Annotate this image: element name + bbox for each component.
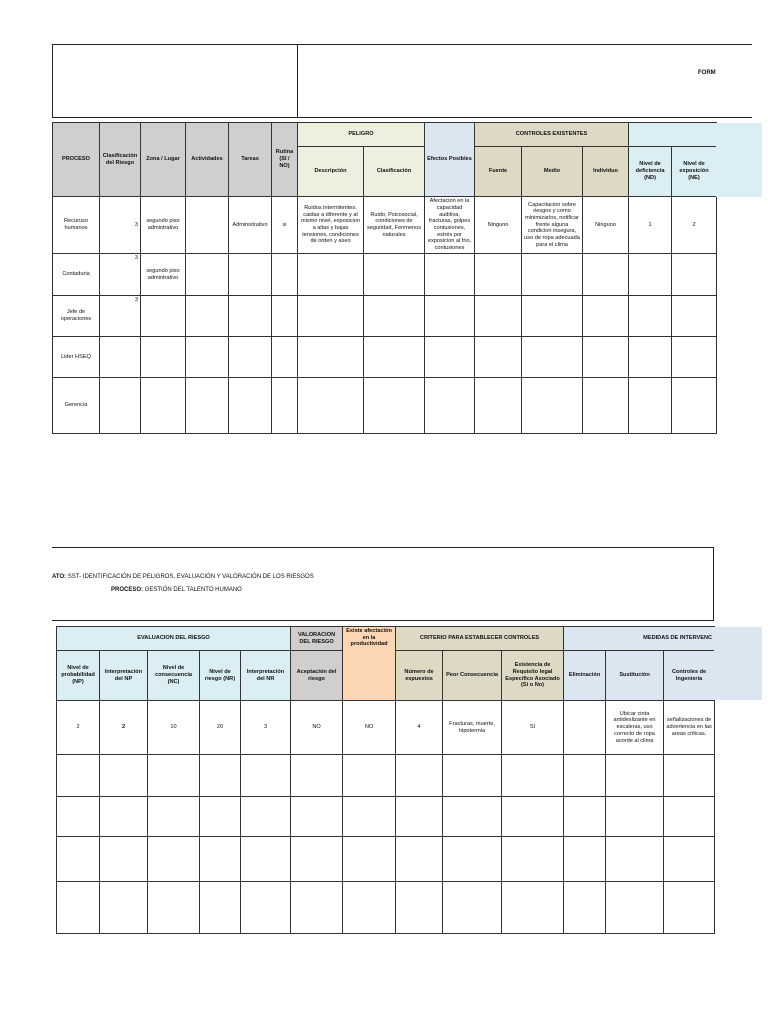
cell-zona — [141, 296, 186, 337]
cell-clasificacion-riesgo: 3 — [100, 296, 141, 337]
cell-np: 2 — [57, 701, 100, 755]
table-row — [57, 701, 715, 755]
col-int-np: Interpretación del NP — [100, 651, 148, 701]
cell-afectacion: NO — [343, 701, 396, 755]
col-clasificacion-riesgo: Clasificación del Riesgo — [100, 123, 141, 197]
group-evaluacion-top — [629, 123, 717, 147]
table-row — [57, 755, 715, 797]
group-peligro: PELIGRO — [298, 123, 425, 147]
col-proceso: PROCESO — [53, 123, 100, 197]
col-rutina: Rutina (SI / NO) — [272, 123, 298, 197]
cell-clasificacion: Ruido, Psicosocial, condiciones de seguridad, Fenmenos naturales — [364, 197, 425, 254]
table-row — [57, 837, 715, 882]
cell-medio: Capacitacion sobre riesgos y como minimizarlos, notificar frente alguna condicion insegura, uso de ropa adecuada para el clima — [522, 197, 583, 254]
cell-actividades — [186, 197, 229, 254]
col-medio: Medio — [522, 147, 583, 197]
cell-int-nr: 3 — [241, 701, 291, 755]
page1-header-frame — [52, 44, 752, 118]
cell-tareas: Administrativo — [229, 197, 272, 254]
cell-ne: 2 — [672, 197, 717, 254]
group-evaluacion: EVALUACION DEL RIESGO — [57, 627, 291, 651]
col-eliminacion: Eliminación — [564, 651, 606, 701]
cell-int-np: 2 — [100, 701, 148, 755]
proceso-line — [111, 587, 242, 593]
cell-clasificacion-riesgo — [100, 378, 141, 434]
cell-fuente: Ninguno — [475, 197, 522, 254]
cell-zona: segundo piso admintrativo — [141, 254, 186, 296]
group-valoracion: VALORACION DEL RIESGO — [291, 627, 343, 651]
cell-zona — [141, 378, 186, 434]
col-expuestos: Número de expuestos — [396, 651, 443, 701]
page2-evaluation-table — [56, 626, 715, 934]
cell-requisito: SI — [502, 701, 564, 755]
cell-proceso: Gerencia — [53, 378, 100, 434]
proceso-value: GESTIÓN DEL TALENTO HUMANO — [144, 587, 242, 593]
col-zona: Zona / Lugar — [141, 123, 186, 197]
dato-prefix: ATO: — [52, 574, 67, 580]
group-criterio: CRITERIO PARA ESTABLECER CONTROLES — [396, 627, 564, 651]
col-nd: Nivel de deficiencia (ND) — [629, 147, 672, 197]
col-aceptacion: Aceptación del riesgo — [291, 651, 343, 701]
cell-ingenieria: señalizaciones de advertencia en las areas criticas. — [664, 701, 715, 755]
group-controles: CONTROLES EXISTENTES — [475, 123, 629, 147]
table-row — [53, 296, 717, 337]
dato-text: SST- IDENTIFICACIÓN DE PELIGROS, EVALUACIÓN Y VALORACIÓN DE LOS RIESGOS — [67, 574, 314, 580]
form-label: FORM — [698, 70, 716, 76]
cell-efectos: Afectacion en la capacidad auditiva, fracturas, golpes contusiones, estrés por exposicion al frio, contusiones — [425, 197, 475, 254]
cell-clasificacion-riesgo: 3 — [100, 197, 141, 254]
col-afectacion: Existe afectación en la productividad — [343, 627, 396, 701]
cell-zona — [141, 337, 186, 378]
dato-line — [52, 574, 314, 580]
page2-header-frame — [52, 547, 714, 621]
table-row — [57, 797, 715, 837]
cell-proceso: Contaduria — [53, 254, 100, 296]
col-int-nr: Interpretación del NR — [241, 651, 291, 701]
col-tareas: Tareas — [229, 123, 272, 197]
cell-rutina: si — [272, 197, 298, 254]
page1-evaluation-overflow — [716, 123, 762, 197]
table-row — [53, 197, 717, 254]
cell-nr: 20 — [200, 701, 241, 755]
cell-descripcion: Ruidos intermitentes, caidas a diferente y al mismo nivel, exposicion a altas y bajas tensiones, condiciones de orden y aseo — [298, 197, 364, 254]
col-requisito: Existencia de Requisito legal Específico Asociado (Si o No) — [502, 651, 564, 701]
col-clasificacion: Clasificación — [364, 147, 425, 197]
col-descripcion: Descripción — [298, 147, 364, 197]
col-ingenieria: Controles de Ingeniería — [664, 651, 715, 701]
page2-medidas-overflow — [714, 627, 762, 700]
cell-clasificacion-riesgo: 3 — [100, 254, 141, 296]
col-actividades: Actividades — [186, 123, 229, 197]
col-ne: Nivel de exposición (NE) — [672, 147, 717, 197]
cell-aceptacion: NO — [291, 701, 343, 755]
col-sustitucion: Sustitución — [606, 651, 664, 701]
page1-risk-table — [52, 122, 717, 434]
proceso-label: PROCESO: — [111, 587, 144, 593]
cell-proceso: Jefe de operaciones — [53, 296, 100, 337]
cell-nc: 10 — [148, 701, 200, 755]
table-row — [53, 254, 717, 296]
col-peor: Peor Consecuencia — [443, 651, 502, 701]
col-nc: Nivel de consecuencia (NC) — [148, 651, 200, 701]
col-nr: Nivel de riesgo (NR) — [200, 651, 241, 701]
cell-peor: Fracturas, muerte, hipotermia — [443, 701, 502, 755]
cell-clasificacion-riesgo — [100, 337, 141, 378]
page1-header-divider — [297, 44, 298, 118]
cell-proceso: Recuruso humanos — [53, 197, 100, 254]
cell-nd: 1 — [629, 197, 672, 254]
col-fuente: Fuente — [475, 147, 522, 197]
cell-sustitucion: Ubicar cinta antideslizante en escaleras, uso correcto de ropa acorde al clima — [606, 701, 664, 755]
table-row — [53, 337, 717, 378]
col-individuo: Individuo — [583, 147, 629, 197]
group-medidas: MEDIDAS DE INTERVENC — [564, 627, 715, 651]
table-row — [53, 378, 717, 434]
cell-eliminacion — [564, 701, 606, 755]
cell-expuestos: 4 — [396, 701, 443, 755]
col-np: Nivel de probabilidad (NP) — [57, 651, 100, 701]
table-row — [57, 882, 715, 934]
cell-proceso: Lider HSEQ — [53, 337, 100, 378]
cell-individuo: Ninguno — [583, 197, 629, 254]
col-efectos: Efectos Posibles — [425, 123, 475, 197]
cell-zona: segundo piso admintrativo — [141, 197, 186, 254]
